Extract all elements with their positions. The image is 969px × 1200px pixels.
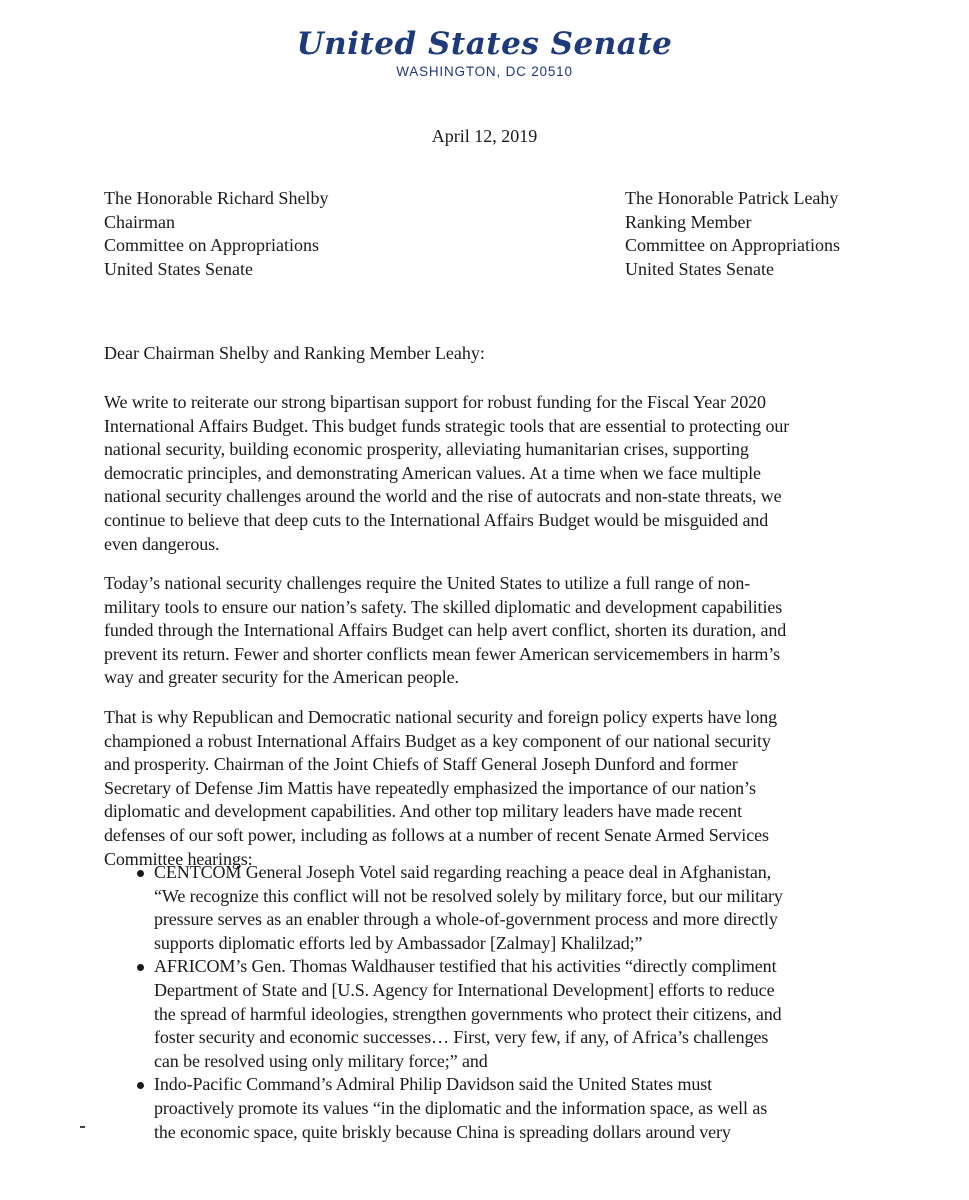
paragraph-2	[104, 572, 864, 690]
paragraph-line: democratic principles, and demonstrating American values. At a time when we face multiple	[104, 462, 761, 483]
addressee-line: Committee on Appropriations	[104, 235, 319, 255]
paragraph-line: Secretary of Defense Jim Mattis have repeatedly emphasized the importance of our nation’s	[104, 777, 756, 798]
paragraph-line: We write to reiterate our strong bipartisan support for robust funding for the Fiscal Year 2020	[104, 392, 766, 412]
bullet-dot-icon	[137, 964, 144, 971]
letterhead	[0, 26, 969, 79]
senate-name: United States Senate	[296, 26, 673, 62]
bullet-list	[104, 861, 884, 1144]
bullet-line: foster security and economic successes… First, very few, if any, of Africa’s challenges	[154, 1027, 769, 1048]
paragraph-line: Today’s national security challenges require the United States to utilize a full range of non-	[104, 573, 751, 593]
addressee-shelby	[104, 187, 328, 281]
paragraph-line: championed a robust International Affairs Budget as a key component of our national security	[104, 730, 771, 751]
addressee-line: Ranking Member	[625, 211, 752, 232]
bullet-line: the spread of harmful ideologies, strengthen governments who protect their citizens, and	[154, 1003, 782, 1024]
bullet-dot-icon	[137, 1082, 144, 1089]
bullet-item-davidson	[104, 1073, 884, 1144]
paragraph-line: national security challenges around the world and the rise of autocrats and non-state threats, we	[104, 486, 782, 507]
bullet-line: proactively promote its values “in the diplomatic and the information space, as well as	[154, 1097, 768, 1118]
paragraph-line: That is why Republican and Democratic national security and foreign policy experts have long	[104, 707, 778, 727]
margin-mark	[80, 1126, 85, 1128]
bullet-dot-icon	[137, 870, 144, 877]
paragraph-line: national security, building economic prosperity, alleviating humanitarian crises, supporting	[104, 439, 749, 460]
paragraph-3	[104, 706, 864, 871]
paragraph-line: continue to believe that deep cuts to the International Affairs Budget would be misguided and	[104, 509, 769, 530]
bullet-line: CENTCOM General Joseph Votel said regarding reaching a peace deal in Afghanistan,	[154, 862, 772, 882]
paragraph-line: defenses of our soft power, including as follows at a number of recent Senate Armed Services	[104, 824, 769, 845]
paragraph-line: Committee hearings:	[104, 848, 253, 869]
bullet-line: “We recognize this conflict will not be resolved solely by military force, but our military	[154, 885, 783, 906]
paragraph-line: way and greater security for the American people.	[104, 667, 459, 688]
addressee-line: The Honorable Richard Shelby	[104, 188, 329, 208]
addressee-line: Chairman	[104, 211, 175, 232]
bullet-line: Department of State and [U.S. Agency for International Development] efforts to reduce	[154, 979, 775, 1000]
bullet-item-waldhauser	[104, 955, 884, 1073]
paragraph-line: International Affairs Budget. This budget funds strategic tools that are essential to protecting our	[104, 415, 790, 436]
bullet-line: Indo-Pacific Command’s Admiral Philip Davidson said the United States must	[154, 1074, 713, 1095]
addressee-line: United States Senate	[625, 258, 774, 279]
letter-date: April 12, 2019	[431, 126, 538, 146]
bullet-line: can be resolved using only military force;” and	[154, 1050, 488, 1071]
salutation: Dear Chairman Shelby and Ranking Member Leahy:	[104, 343, 485, 363]
addressee-line: United States Senate	[104, 258, 253, 279]
paragraph-line: and prosperity. Chairman of the Joint Chiefs of Staff General Joseph Dunford and former	[104, 754, 738, 775]
paragraph-line: diplomatic and development capabilities. And other top military leaders have made recent	[104, 801, 742, 822]
senate-address: WASHINGTON, DC 20510	[396, 64, 573, 79]
bullet-line: the economic space, quite briskly because China is spreading dollars around very	[154, 1121, 731, 1142]
bullet-line: pressure serves as an enabler through a whole-of-government process and more directly	[154, 909, 778, 930]
paragraph-line: even dangerous.	[104, 533, 220, 554]
bullet-line: supports diplomatic efforts led by Ambassador [Zalmay] Khalilzad;”	[154, 932, 643, 953]
paragraph-1	[104, 391, 864, 556]
paragraph-line: prevent its return. Fewer and shorter conflicts mean fewer American servicemembers in harm’s	[104, 643, 781, 664]
bullet-item-votel	[104, 861, 884, 955]
bullet-line: AFRICOM’s Gen. Thomas Waldhauser testified that his activities “directly compliment	[154, 956, 777, 977]
addressee-line: Committee on Appropriations	[625, 235, 840, 255]
addressee-leahy	[625, 187, 840, 281]
paragraph-line: military tools to ensure our nation’s safety. The skilled diplomatic and development capabilities	[104, 596, 783, 617]
paragraph-line: funded through the International Affairs Budget can help avert conflict, shorten its duration, and	[104, 620, 787, 641]
addressee-line: The Honorable Patrick Leahy	[625, 188, 839, 208]
